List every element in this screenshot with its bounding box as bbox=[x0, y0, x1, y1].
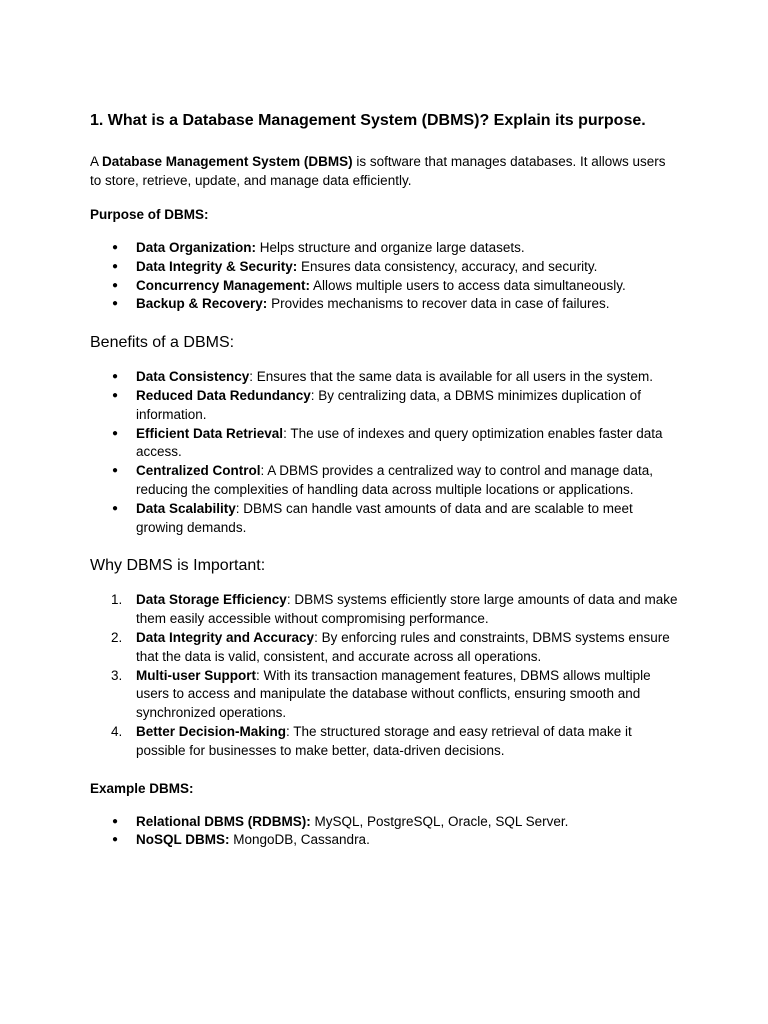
item-text: : The use of indexes and query optimization enables faster data access. bbox=[136, 425, 663, 460]
item-number: 1. bbox=[111, 592, 123, 608]
bullet-icon: ● bbox=[112, 815, 119, 827]
item-text: Helps structure and organize large datasets. bbox=[256, 240, 525, 255]
bullet-icon: ● bbox=[112, 371, 119, 383]
item-number: 4. bbox=[111, 723, 123, 739]
item-term: Multi-user Support bbox=[136, 667, 256, 683]
question-title: 1. What is a Database Management System (DBMS)? Explain its purpose. bbox=[90, 112, 646, 129]
item-text: Allows multiple users to access data simultaneously. bbox=[310, 277, 626, 293]
list-item bbox=[90, 591, 678, 629]
bullet-icon: ● bbox=[112, 279, 119, 291]
item-term: Backup & Recovery: bbox=[136, 296, 268, 312]
item-term: Efficient Data Retrieval bbox=[136, 425, 284, 441]
intro-paragraph bbox=[90, 152, 678, 190]
purpose-list bbox=[90, 239, 678, 314]
list-item bbox=[90, 277, 678, 296]
list-item bbox=[90, 387, 678, 425]
item-term: Data Integrity & Security: bbox=[136, 258, 298, 274]
bullet-icon: ● bbox=[112, 465, 119, 477]
purpose-heading: Purpose of DBMS: bbox=[90, 207, 209, 222]
item-text: : Ensures that the same data is available for all users in the system. bbox=[249, 369, 653, 385]
list-item bbox=[90, 500, 678, 538]
item-text: : DBMS can handle vast amounts of data and are scalable to meet growing demands. bbox=[136, 500, 633, 535]
item-text: : A DBMS provides a centralized way to control and manage data, reducing the complexities of handling data across multiple locations or applications. bbox=[136, 463, 653, 497]
item-term: Data Organization: bbox=[136, 240, 257, 255]
bullet-icon: ● bbox=[112, 427, 119, 439]
item-text: MySQL, PostgreSQL, Oracle, SQL Server. bbox=[310, 813, 569, 829]
list-item bbox=[90, 258, 678, 277]
item-text: Provides mechanisms to recover data in case of failures. bbox=[267, 296, 610, 312]
item-term: Data Integrity and Accuracy bbox=[136, 629, 315, 645]
item-term: Data Scalability bbox=[136, 500, 236, 516]
item-term: Relational DBMS (RDBMS): bbox=[136, 813, 311, 829]
intro-bold-term: Database Management System (DBMS) bbox=[102, 154, 353, 169]
list-item bbox=[90, 239, 678, 258]
benefits-list bbox=[90, 368, 678, 537]
why-list bbox=[90, 591, 678, 760]
item-term: Better Decision-Making bbox=[136, 723, 287, 739]
item-text: : By centralizing data, a DBMS minimizes duplication of information. bbox=[136, 387, 641, 422]
item-text: : With its transaction management features, DBMS allows multiple users to access and manipulate the database without conflicts, ensuring smooth and synchronized operations. bbox=[136, 667, 651, 721]
examples-list bbox=[90, 813, 678, 851]
intro-prefix: A bbox=[90, 154, 103, 169]
item-term: Centralized Control bbox=[136, 463, 261, 479]
bullet-icon: ● bbox=[112, 389, 119, 401]
item-term: Concurrency Management: bbox=[136, 277, 311, 293]
list-item bbox=[90, 462, 678, 500]
item-text: : DBMS systems efficiently store large amounts of data and make them easily accessible without compromising performance. bbox=[136, 592, 678, 627]
why-heading: Why DBMS is Important: bbox=[90, 557, 266, 575]
list-item bbox=[90, 831, 678, 850]
item-term: NoSQL DBMS: bbox=[136, 832, 230, 848]
intro-rest: is software that manages databases. It allows users to store, retrieve, update, and manage data efficiently. bbox=[90, 154, 666, 188]
list-item bbox=[90, 667, 678, 723]
item-number: 2. bbox=[111, 629, 123, 645]
item-term: Data Consistency bbox=[136, 369, 250, 385]
list-item bbox=[90, 425, 678, 463]
examples-heading: Example DBMS: bbox=[90, 780, 194, 796]
item-text: MongoDB, Cassandra. bbox=[229, 832, 370, 848]
list-item bbox=[90, 723, 678, 761]
bullet-icon: ● bbox=[112, 260, 119, 272]
bullet-icon: ● bbox=[112, 502, 119, 514]
benefits-heading: Benefits of a DBMS: bbox=[90, 334, 235, 352]
list-item bbox=[90, 368, 678, 387]
item-text: : The structured storage and easy retrieval of data make it possible for businesses to make better, data-driven decisions. bbox=[136, 723, 632, 758]
item-term: Data Storage Efficiency bbox=[136, 592, 287, 608]
bullet-icon: ● bbox=[112, 242, 119, 253]
bullet-icon: ● bbox=[112, 834, 119, 846]
list-item bbox=[90, 813, 678, 832]
item-number: 3. bbox=[111, 667, 123, 683]
bullet-icon: ● bbox=[112, 298, 119, 310]
item-text: Ensures data consistency, accuracy, and security. bbox=[297, 258, 598, 274]
item-text: : By enforcing rules and constraints, DBMS systems ensure that the data is valid, consistent, and accurate across all operations. bbox=[136, 629, 670, 664]
item-term: Reduced Data Redundancy bbox=[136, 387, 311, 403]
list-item bbox=[90, 629, 678, 667]
list-item bbox=[90, 295, 678, 314]
